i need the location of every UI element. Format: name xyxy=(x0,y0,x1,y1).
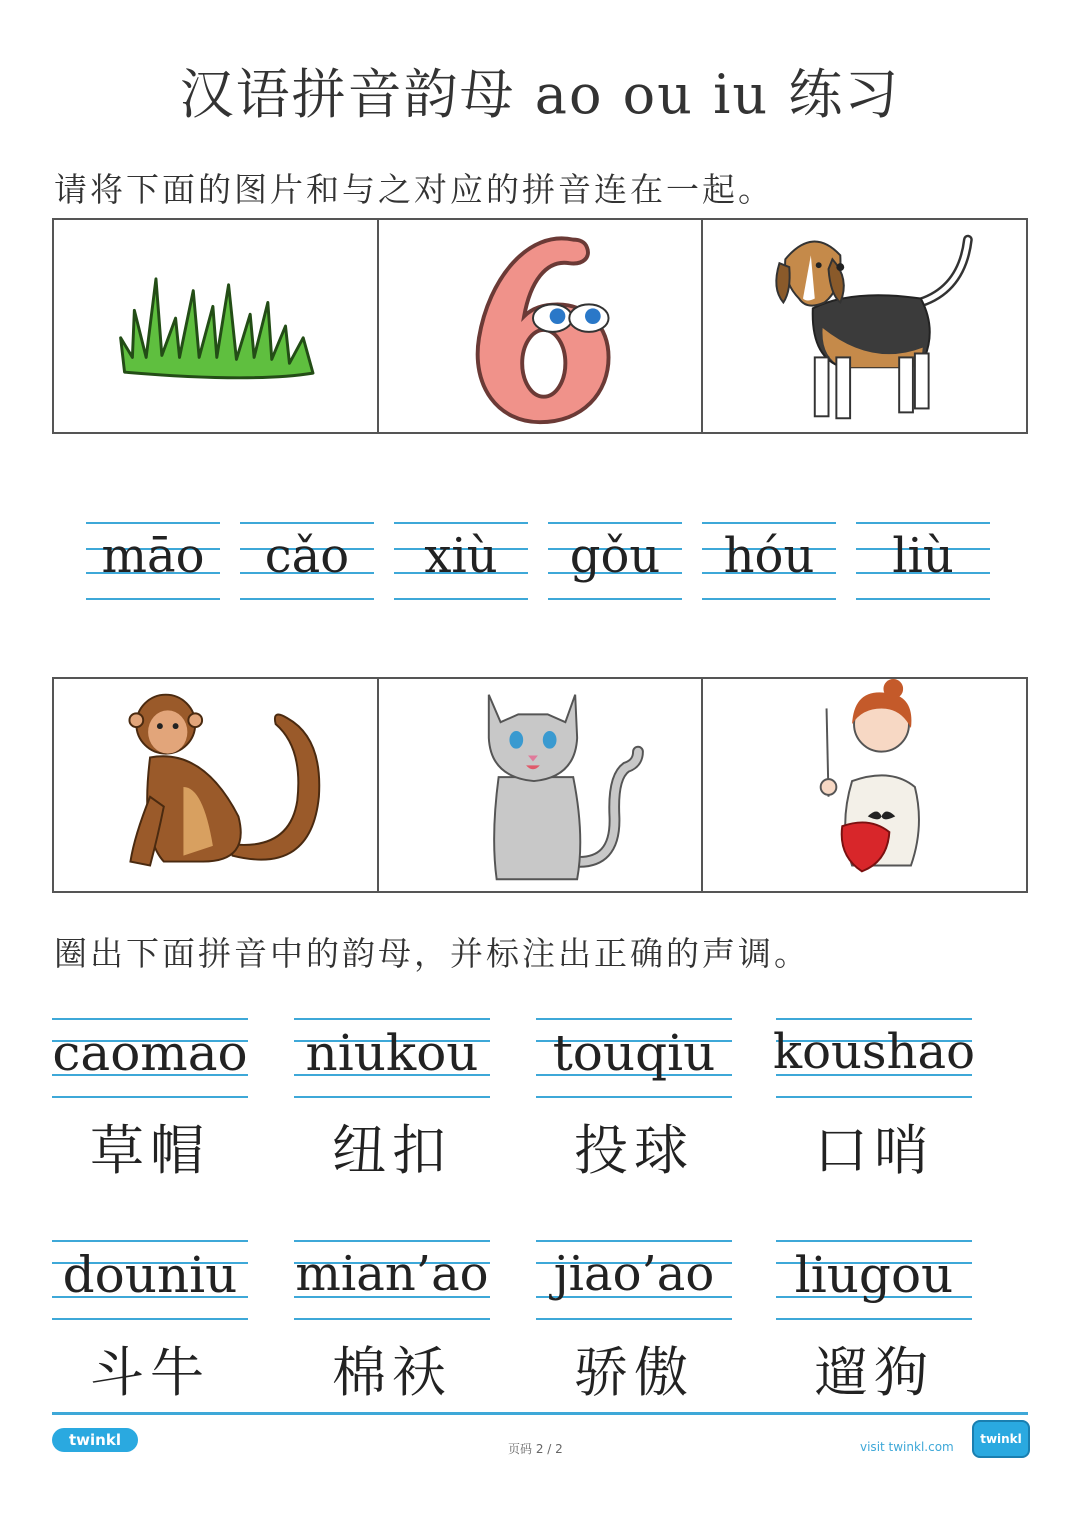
pinyin-match-box xyxy=(86,520,220,600)
pinyin-word: hóu xyxy=(723,528,815,584)
exercise-pinyin: douniu xyxy=(62,1246,238,1304)
exercise-pinyin: jiao’ao xyxy=(553,1246,715,1302)
instruction-match: 请将下面的图片和与之对应的拼音连在一起。 xyxy=(54,170,774,209)
picture-grid-bottom xyxy=(52,677,1028,893)
exercise-pinyin: caomao xyxy=(52,1024,248,1082)
pinyin-guide-box xyxy=(536,1238,732,1322)
grass-picture xyxy=(54,220,379,432)
exercise-hanzi: 棉袄 xyxy=(332,1341,452,1404)
exercise-hanzi: 骄傲 xyxy=(574,1341,694,1404)
monkey-picture xyxy=(54,679,379,891)
pinyin-guide-box xyxy=(294,1238,490,1322)
pinyin-word: māo xyxy=(101,528,205,584)
pinyin-word: liù xyxy=(892,528,954,584)
exercise-hanzi: 草帽 xyxy=(90,1119,210,1182)
exercise-hanzi: 遛狗 xyxy=(814,1341,934,1404)
pinyin-word: gǒu xyxy=(569,528,661,584)
pinyin-guide-box xyxy=(536,1016,732,1100)
pinyin-match-box xyxy=(856,520,990,600)
pinyin-guide-box xyxy=(773,1016,975,1100)
footer-divider xyxy=(52,1412,1028,1415)
pinyin-word: xiù xyxy=(424,528,498,584)
exercise-hanzi: 口哨 xyxy=(814,1119,934,1182)
pinyin-guide-box xyxy=(52,1238,248,1322)
pinyin-guide-box xyxy=(52,1016,248,1100)
picture-grid-top xyxy=(52,218,1028,434)
twinkl-logo-left: twinkl xyxy=(52,1428,138,1452)
exercise-hanzi: 投球 xyxy=(574,1119,694,1182)
exercise-pinyin: mian’ao xyxy=(295,1246,489,1302)
exercise-pinyin: touqiu xyxy=(552,1024,716,1082)
page-title: 汉语拼音韵母 ao ou iu 练习 xyxy=(179,63,901,126)
six-picture xyxy=(379,220,704,432)
page-number: 页码 2 / 2 xyxy=(508,1442,563,1456)
pinyin-match-box xyxy=(394,520,528,600)
cat-picture xyxy=(379,679,704,891)
footer-site-link[interactable]: visit twinkl.com xyxy=(860,1440,954,1454)
exercise-hanzi: 斗牛 xyxy=(90,1341,210,1404)
dog-picture xyxy=(703,220,1026,432)
pinyin-match-box xyxy=(548,520,682,600)
pinyin-match-box xyxy=(240,520,374,600)
exercise-hanzi: 纽扣 xyxy=(332,1119,452,1182)
pinyin-match-box xyxy=(702,520,836,600)
pinyin-guide-box xyxy=(294,1016,490,1100)
pinyin-word: cǎo xyxy=(264,528,350,584)
exercise-pinyin: koushao xyxy=(773,1024,975,1080)
exercise-pinyin: niukou xyxy=(305,1024,479,1082)
twinkl-logo-right: twinkl xyxy=(972,1420,1030,1458)
embroidery-girl-picture xyxy=(703,679,1026,891)
exercise-pinyin: liugou xyxy=(794,1246,954,1304)
pinyin-guide-box xyxy=(776,1238,972,1322)
instruction-circle-finals: 圈出下面拼音中的韵母，并标注出正确的声调。 xyxy=(54,934,810,973)
